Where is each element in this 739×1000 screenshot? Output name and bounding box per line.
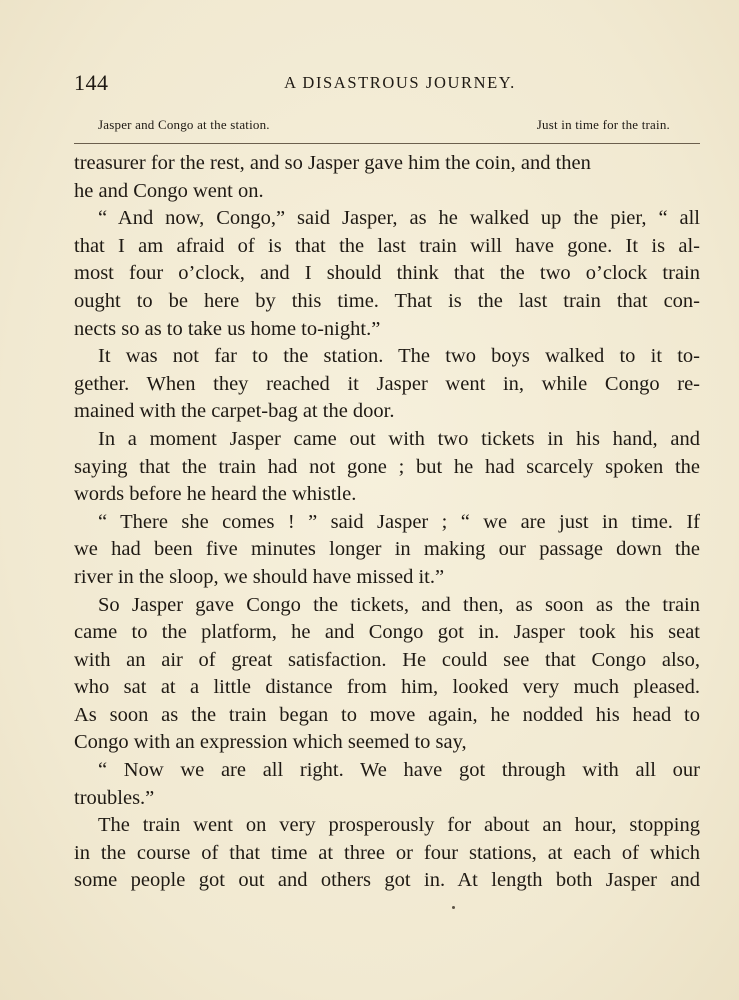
text-line: saying that the train had not gone ; but he had scarcely spoken the <box>74 455 700 478</box>
header-rule <box>74 143 700 144</box>
text-line: “ Now we are all right. We have got through with all our <box>98 759 700 782</box>
text-line: most four o’clock, and I should think that the two o’clock train <box>74 262 700 285</box>
text-line: So Jasper gave Congo the tickets, and then, as soon as the train <box>98 593 700 616</box>
text-line: As soon as the train began to move again, he nodded his head to <box>74 703 700 726</box>
text-line: nects so as to take us home to-night.” <box>74 317 381 340</box>
text-line: troubles.” <box>74 786 155 809</box>
text-line: words before he heard the whistle. <box>74 483 357 506</box>
page-number: 144 <box>74 70 109 95</box>
text-line: who sat at a little distance from him, looked very much pleased. <box>74 676 700 699</box>
text-line: with an air of great satisfaction. He could see that Congo also, <box>74 648 700 671</box>
text-line: In a moment Jasper came out with two tickets in his hand, and <box>98 427 700 450</box>
text-line: Congo with an expression which seemed to say, <box>74 731 467 754</box>
text-line: It was not far to the station. The two boys walked to it to- <box>98 345 700 368</box>
text-line: The train went on very prosperously for about an hour, stopping <box>98 814 700 837</box>
running-title: A DISASTROUS JOURNEY. <box>284 73 516 92</box>
text-line: treasurer for the rest, and so Jasper gave him the coin, and then <box>74 152 591 174</box>
text-line: he and Congo went on. <box>74 179 264 202</box>
text-line: came to the platform, he and Congo got in. Jasper took his seat <box>74 621 700 644</box>
text-line: mained with the carpet-bag at the door. <box>74 400 395 423</box>
subhead-right: Just in time for the train. <box>536 117 670 132</box>
ink-speck <box>452 906 455 909</box>
text-line: “ And now, Congo,” said Jasper, as he walked up the pier, “ all <box>98 207 700 230</box>
text-line: “ There she comes ! ” said Jasper ; “ we are just in time. If <box>98 510 700 533</box>
text-line: in the course of that time at three or four stations, at each of which <box>74 841 700 864</box>
text-line: river in the sloop, we should have missed it.” <box>74 565 445 588</box>
subhead-left: Jasper and Congo at the station. <box>98 117 270 132</box>
text-line: that I am afraid of is that the last train will have gone. It is al- <box>74 234 700 257</box>
text-line: gether. When they reached it Jasper went in, while Congo re- <box>74 372 700 395</box>
text-line: ought to be here by this time. That is the last train that con- <box>74 289 700 312</box>
text-line: some people got out and others got in. At length both Jasper and <box>74 869 700 892</box>
running-head <box>74 70 700 100</box>
marginal-subheads <box>98 117 670 137</box>
body-text <box>74 150 700 895</box>
text-line: we had been five minutes longer in making our passage down the <box>74 538 700 561</box>
